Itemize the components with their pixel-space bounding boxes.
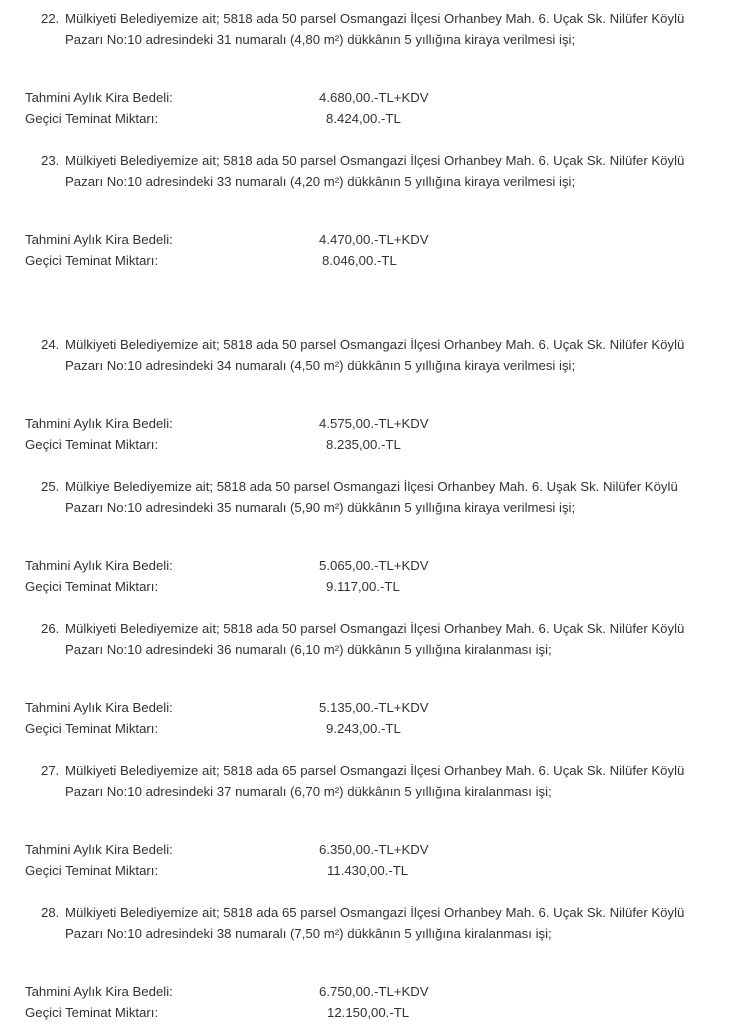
item-line-2: Pazarı No:10 adresindeki 36 numaralı (6,10 m²) dükkânın 5 yıllığına kiralanması işi; — [65, 642, 552, 657]
rent-label: Tahmini Aylık Kira Bedeli: — [25, 558, 173, 573]
item-description — [41, 8, 735, 50]
rent-value: 6.350,00.-TL+KDV — [319, 842, 429, 857]
rent-value: 4.470,00.-TL+KDV — [319, 232, 429, 247]
rent-label: Tahmini Aylık Kira Bedeli: — [25, 700, 173, 715]
item-description — [41, 760, 735, 802]
item-description — [41, 334, 735, 376]
rent-label: Tahmini Aylık Kira Bedeli: — [25, 232, 173, 247]
item-number: 24. — [41, 337, 60, 352]
deposit-label: Geçici Teminat Miktarı: — [25, 1005, 159, 1020]
rent-label: Tahmini Aylık Kira Bedeli: — [25, 842, 173, 857]
deposit-row — [25, 1002, 725, 1023]
rent-value: 5.135,00.-TL+KDV — [319, 700, 429, 715]
deposit-value: 8.235,00.-TL — [326, 437, 401, 452]
item-line-2: Pazarı No:10 adresindeki 35 numaralı (5,90 m²) dükkânın 5 yıllığına kiraya verilmesi işi; — [65, 500, 576, 515]
rent-value: 6.750,00.-TL+KDV — [319, 984, 429, 999]
rent-value: 5.065,00.-TL+KDV — [319, 558, 429, 573]
deposit-value: 11.430,00.-TL — [327, 863, 409, 878]
item-line-2: Pazarı No:10 adresindeki 34 numaralı (4,50 m²) dükkânın 5 yıllığına kiraya verilmesi işi; — [65, 358, 576, 373]
rent-row — [25, 229, 725, 250]
item-number: 26. — [41, 621, 60, 636]
item-line-1: Mülkiyeti Belediyemize ait; 5818 ada 50 parsel Osmangazi İlçesi Orhanbey Mah. 6. Uçak Sk. Nilüfer Köylü — [65, 11, 685, 26]
item-description — [41, 902, 735, 944]
item-number: 22. — [41, 11, 60, 26]
deposit-value: 9.117,00.-TL — [326, 579, 400, 594]
item-line-2: Pazarı No:10 adresindeki 33 numaralı (4,20 m²) dükkânın 5 yıllığına kiraya verilmesi işi; — [65, 174, 576, 189]
item-description — [41, 476, 735, 518]
item-number: 28. — [41, 905, 60, 920]
deposit-value: 8.424,00.-TL — [326, 111, 401, 126]
item-number: 27. — [41, 763, 60, 778]
deposit-row — [25, 108, 725, 129]
item-line-1: Mülkiyeti Belediyemize ait; 5818 ada 50 parsel Osmangazi İlçesi Orhanbey Mah. 6. Uçak Sk. Nilüfer Köylü — [65, 337, 685, 352]
item-description — [41, 618, 735, 660]
item-number: 23. — [41, 153, 60, 168]
deposit-row — [25, 860, 725, 881]
deposit-row — [25, 250, 725, 271]
deposit-row — [25, 434, 725, 455]
rent-row — [25, 555, 725, 576]
deposit-label: Geçici Teminat Miktarı: — [25, 111, 159, 126]
item-line-1: Mülkiyeti Belediyemize ait; 5818 ada 65 parsel Osmangazi İlçesi Orhanbey Mah. 6. Uçak Sk. Nilüfer Köylü — [65, 905, 685, 920]
rent-label: Tahmini Aylık Kira Bedeli: — [25, 984, 173, 999]
rent-row — [25, 413, 725, 434]
rent-row — [25, 981, 725, 1002]
item-line-1: Mülkiyeti Belediyemize ait; 5818 ada 50 parsel Osmangazi İlçesi Orhanbey Mah. 6. Uçak Sk. Nilüfer Köylü — [65, 621, 685, 636]
item-line-2: Pazarı No:10 adresindeki 31 numaralı (4,80 m²) dükkânın 5 yıllığına kiraya verilmesi işi; — [65, 32, 576, 47]
deposit-label: Geçici Teminat Miktarı: — [25, 253, 159, 268]
deposit-value: 12.150,00.-TL — [327, 1005, 410, 1020]
rent-label: Tahmini Aylık Kira Bedeli: — [25, 90, 173, 105]
item-line-2: Pazarı No:10 adresindeki 38 numaralı (7,50 m²) dükkânın 5 yıllığına kiralanması işi; — [65, 926, 552, 941]
item-description — [41, 150, 735, 192]
deposit-label: Geçici Teminat Miktarı: — [25, 863, 159, 878]
deposit-value: 8.046,00.-TL — [322, 253, 397, 268]
deposit-value: 9.243,00.-TL — [326, 721, 401, 736]
deposit-label: Geçici Teminat Miktarı: — [25, 579, 159, 594]
rent-value: 4.680,00.-TL+KDV — [319, 90, 429, 105]
rent-row — [25, 839, 725, 860]
deposit-label: Geçici Teminat Miktarı: — [25, 721, 159, 736]
deposit-label: Geçici Teminat Miktarı: — [25, 437, 159, 452]
item-line-1: Mülkiye Belediyemize ait; 5818 ada 50 parsel Osmangazi İlçesi Orhanbey Mah. 6. Uşak Sk. Nilüfer Köylü — [65, 479, 678, 494]
item-line-1: Mülkiyeti Belediyemize ait; 5818 ada 50 parsel Osmangazi İlçesi Orhanbey Mah. 6. Uçak Sk. Nilüfer Köylü — [65, 153, 685, 168]
rent-value: 4.575,00.-TL+KDV — [319, 416, 429, 431]
deposit-row — [25, 576, 725, 597]
item-line-1: Mülkiyeti Belediyemize ait; 5818 ada 65 parsel Osmangazi İlçesi Orhanbey Mah. 6. Uçak Sk. Nilüfer Köylü — [65, 763, 685, 778]
item-line-2: Pazarı No:10 adresindeki 37 numaralı (6,70 m²) dükkânın 5 yıllığına kiralanması işi; — [65, 784, 552, 799]
rent-row — [25, 697, 725, 718]
rent-label: Tahmini Aylık Kira Bedeli: — [25, 416, 173, 431]
item-number: 25. — [41, 479, 60, 494]
deposit-row — [25, 718, 725, 739]
rent-row — [25, 87, 725, 108]
